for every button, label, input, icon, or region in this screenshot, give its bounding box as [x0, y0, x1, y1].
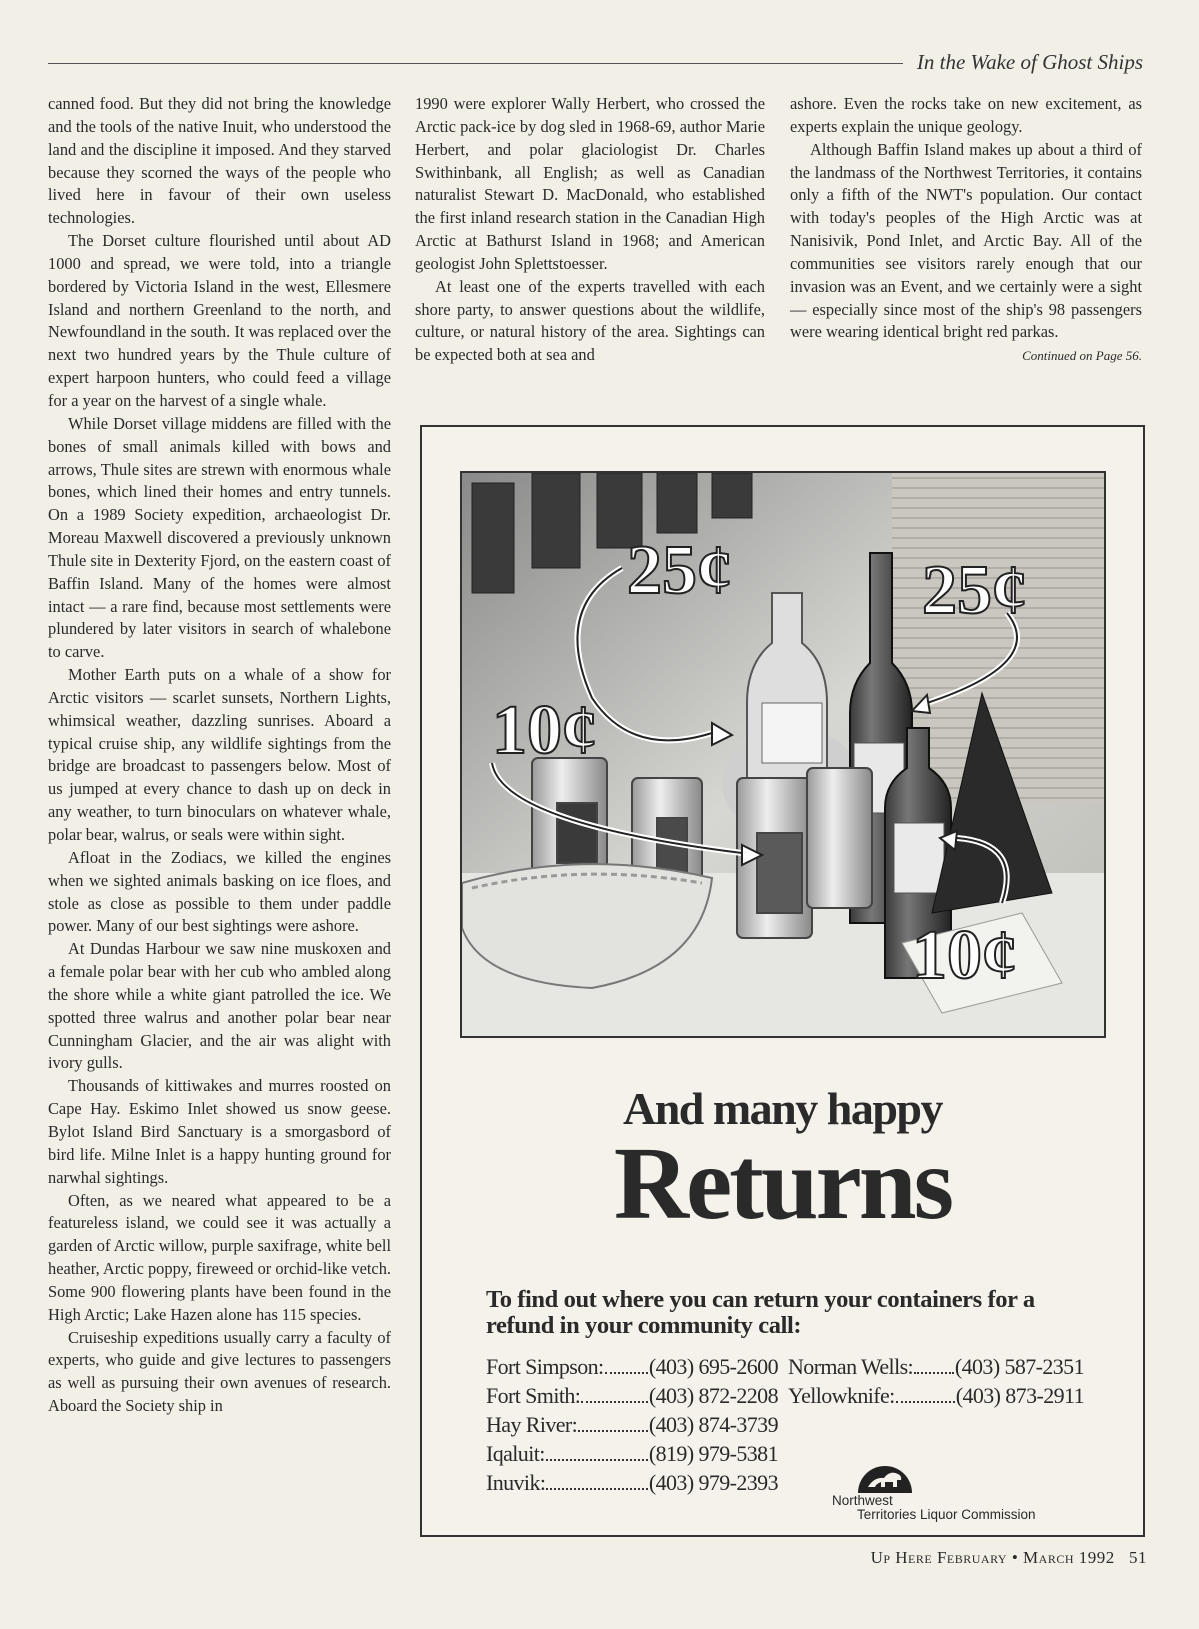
phone-list-right	[788, 1352, 1084, 1410]
paragraph: ashore. Even the rocks take on new excitement, as experts explain the unique geology.	[790, 94, 1142, 136]
community-name: Hay River:	[486, 1412, 578, 1437]
phone-entry	[486, 1381, 778, 1410]
header-rule	[48, 63, 903, 64]
phone-number: (403) 979-2393	[648, 1470, 778, 1495]
running-head-title: In the Wake of Ghost Ships	[916, 50, 1143, 74]
paragraph: Often, as we neared what appeared to be a featureless island, we could see it was actually a garden of Arctic willow, purple saxifrage, white bell heather, Arctic poppy, fireweed or orchid-like vetch. Some 900 flowering plants have been found in the High Arctic; Lake Hazen alone has 115 species.	[48, 1190, 391, 1324]
ad-headline: And many happy	[622, 1083, 943, 1134]
community-name: Iqaluit:	[486, 1441, 545, 1466]
continued-note: Continued on Page 56.	[1022, 348, 1142, 364]
price-tag: 25¢	[922, 552, 1027, 629]
phone-number: (403) 874-3739	[648, 1412, 778, 1437]
phone-entry	[788, 1381, 1084, 1410]
paragraph: Cruiseship expeditions usually carry a faculty of experts, who guide and give lectures to passengers as well as pursuing their own avenues of research. Aboard the Society ship in	[48, 1327, 391, 1416]
paragraph: At least one of the experts travelled with each shore party, to answer questions about the wildlife, culture, or natural history of the area. Sightings can be expected both at sea and	[415, 276, 765, 365]
community-name: Fort Simpson:	[486, 1354, 604, 1379]
liquor-commission-ad	[420, 425, 1145, 1537]
paragraph: Thousands of kittiwakes and murres roosted on Cape Hay. Eskimo Inlet showed us snow geese. Bylot Island Bird Sanctuary is a smorgasbord of bird life. Milne Inlet is a happy hunting ground for narwhal sightings.	[48, 1076, 391, 1187]
article-column-1	[48, 93, 391, 1418]
article-column-3	[790, 93, 1142, 368]
paragraph: Afloat in the Zodiacs, we killed the engines when we sighted animals basking on ice floes, and stole as close as possible to them under paddle power. Many of our best sightings were ashore.	[48, 847, 391, 936]
phone-list-left	[486, 1352, 778, 1497]
running-head	[48, 50, 1143, 80]
paragraph: The Dorset culture flourished until about AD 1000 and spread, we were told, into a triangle bordered by Victoria Island in the west, Ellesmere Island and northern Greenland to the north, and Newfoundland in the south. It was replaced over the next two hundred years by the Thule culture of expert harpoon hunters, who could feed a village for a year on the harvest of a single whale.	[48, 231, 391, 410]
phone-number: (403) 695-2600	[648, 1354, 778, 1379]
polar-bear-logo-icon	[850, 1453, 920, 1495]
paragraph: While Dorset village middens are filled with the bones of small animals killed with bows and arrows, Thule sites are strewn with enormous whale bones, which lined their homes and entry tunnels. On a 1989 Society expedition, archaeologist Dr. Moreau Maxwell discovered a previously unknown Thule site in Dexterity Fjord, on the eastern coast of Baffin Island. Many of the homes were almost intact — a rare find, because most settlements were plundered by later visitors in search of whalebone to carve.	[48, 413, 391, 662]
page-number: 51	[1129, 1548, 1147, 1567]
price-tag: 10¢	[492, 692, 597, 769]
price-tag: 25¢	[627, 532, 732, 609]
price-tag: 10¢	[912, 917, 1017, 994]
community-name: Fort Smith:	[486, 1383, 581, 1408]
logo-line-1: Northwest	[832, 1493, 893, 1508]
community-name: Yellowknife:	[788, 1383, 895, 1408]
paragraph: At Dundas Harbour we saw nine muskoxen and a female polar bear with her cub who ambled along the shore while a white giant patrolled the ice. We spotted three walrus and another polar bear near Cunningham Glacier, and the air was alight with ivory gulls.	[48, 939, 391, 1073]
logo-line-2: Territories Liquor Commission	[857, 1507, 1036, 1522]
article-column-2	[415, 93, 765, 367]
publication-info: Up Here February • March 1992	[870, 1548, 1115, 1567]
paragraph: 1990 were explorer Wally Herbert, who crossed the Arctic pack-ice by dog sled in 1968-69, author Marie Herbert, and polar glaciologist Dr. Charles Swithinbank, all English; as well as Canadian naturalist Stewart D. MacDonald, who established the first inland research station in the Canadian High Arctic at Bathurst Island in 1968; and American geologist John Splettstoesser.	[415, 94, 765, 273]
paragraph: Although Baffin Island makes up about a third of the landmass of the Northwest Territories, it contains only a fifth of the NWT's population. Our contact with today's peoples of the High Arctic was at Nanisivik, Pond Inlet, and Arctic Bay. All of the communities see visitors rarely enough that our invasion was an Event, and we certainly were a sight — especially since most of the ship's 98 passengers were wearing identical bright red parkas.	[790, 139, 1142, 342]
ad-headline-returns: Returns	[613, 1126, 952, 1241]
ad-call-to-action: To find out where you can return your containers for a refund in your community call:	[486, 1286, 1035, 1339]
community-name: Norman Wells:	[788, 1354, 914, 1379]
phone-entry	[788, 1352, 1084, 1381]
phone-number: (403) 872-2208	[648, 1383, 778, 1408]
community-name: Inuvik:	[486, 1470, 546, 1495]
nwt-liquor-commission-logo	[832, 1453, 1072, 1523]
page-footer	[871, 1548, 1147, 1568]
phone-number: (403) 587-2351	[954, 1354, 1084, 1379]
phone-number: (403) 873-2911	[955, 1383, 1084, 1408]
phone-entry	[486, 1439, 778, 1468]
phone-entry	[486, 1468, 778, 1497]
paragraph: Mother Earth puts on a whale of a show for Arctic visitors — scarlet sunsets, Northern Lights, whimsical weather, dazzling sunrises. Aboard a typical cruise ship, any wildlife sightings from the bridge are broadcast to passengers below. Most of us jumped at every chance to dash up on deck in any weather, to turn binoculars on whatever whale, polar bear, walrus, or seals were within sight.	[48, 665, 391, 844]
paragraph: canned food. But they did not bring the knowledge and the tools of the native Inuit, who understood the land and the discipline it imposed. And they starved because they scorned the ways of the people who lived here in favour of their own useless technologies.	[48, 94, 391, 228]
ad-photo-bottles-cans	[460, 471, 1106, 1038]
phone-entry	[486, 1352, 778, 1381]
phone-number: (819) 979-5381	[648, 1441, 778, 1466]
phone-entry	[486, 1410, 778, 1439]
